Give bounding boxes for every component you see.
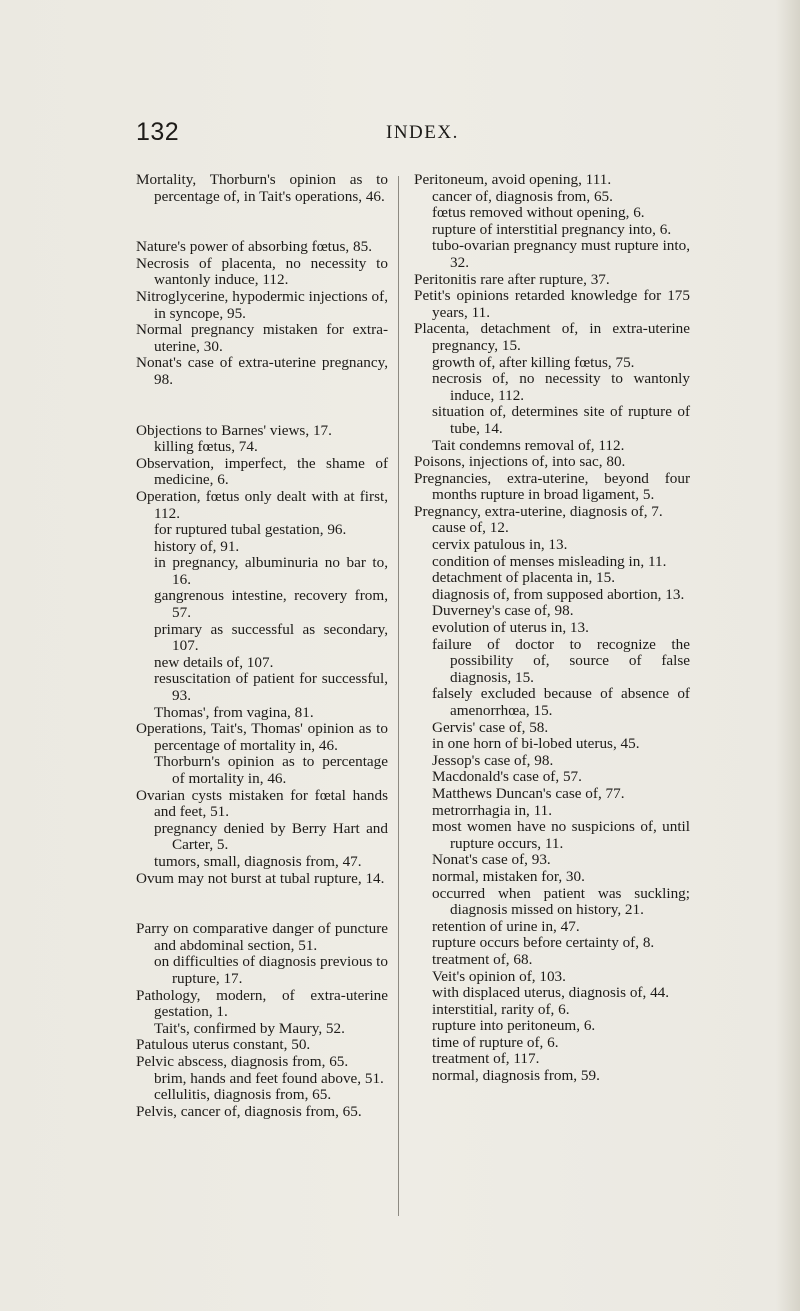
index-subentry: Matthews Duncan's case of, 77. [432,784,625,802]
index-subentry: normal, diagnosis from, 59. [432,1067,600,1085]
index-entry: Parry on comparative danger of puncture and abdominal section, 51. [136,920,388,954]
index-subentry: Nonat's case of, 93. [432,851,551,869]
index-subentry: Tait's, confirmed by Maury, 52. [154,1019,345,1037]
column-divider [398,176,399,1216]
index-subentry: growth of, after killing fœtus, 75. [432,353,635,371]
index-subentry: gangrenous intestine, recovery from, 57. [154,587,388,622]
index-entry: Operations, Tait's, Thomas' opinion as to percentage of mortality in, 46. [136,720,388,754]
index-subentry: cause of, 12. [432,519,509,537]
index-subentry: on difficulties of diagnosis previous to rupture, 17. [154,953,388,987]
index-subentry: diagnosis of, from supposed abortion, 13. [432,585,685,603]
index-subentry: retention of urine in, 47. [432,917,580,935]
index-subentry: Thomas', from vagina, 81. [154,703,314,721]
index-subentry: time of rupture of, 6. [432,1033,559,1051]
index-subentry: fœtus removed without opening, 6. [432,204,645,222]
index-subentry: cancer of, diagnosis from, 65. [432,187,613,205]
index-subentry: pregnancy denied by Berry Hart and Carter, 5. [154,819,388,854]
index-entry: Mortality, Thorburn's opinion as to percentage of, in Tait's operations, 46. [136,171,388,205]
index-entry: Pathology, modern, of extra-uterine gestation, 1. [136,986,388,1021]
index-entry: Operation, fœtus only dealt with at first, 112. [136,487,388,522]
index-entry: Necrosis of placenta, no necessity to wantonly induce, 112. [136,254,388,289]
index-subentry: most women have no suspicions of, until rupture occurs, 11. [432,818,690,852]
index-entry: Normal pregnancy mistaken for extra-uterine, 30. [136,321,388,355]
index-entry: Pelvis, cancer of, diagnosis from, 65. [136,1102,362,1120]
index-entry: Placenta, detachment of, in extra-uterine pregnancy, 15. [414,320,690,354]
index-subentry: in one horn of bi-lobed uterus, 45. [432,735,640,753]
index-letter-gap [136,389,388,423]
index-subentry: Macdonald's case of, 57. [432,768,582,786]
index-subentry: Veit's opinion of, 103. [432,967,566,985]
index-subentry: treatment of, 68. [432,950,533,968]
index-subentry: killing fœtus, 74. [154,438,258,456]
index-subentry: normal, mistaken for, 30. [432,867,585,885]
page-number: 132 [136,118,180,146]
index-column-right [414,172,690,1085]
index-subentry: condition of menses misleading in, 11. [432,552,667,570]
index-letter-gap [136,205,388,239]
index-entry: Objections to Barnes' views, 17. [136,421,332,439]
index-entry: Pelvic abscess, diagnosis from, 65. [136,1052,349,1070]
index-entry: Ovarian cysts mistaken for fœtal hands and feet, 51. [136,786,388,821]
index-entry: Pregnancy, extra-uterine, diagnosis of, 7. [414,502,663,520]
index-entry: Petit's opinions retarded knowledge for 175 years, 11. [414,287,690,321]
index-letter-gap [136,887,388,921]
index-subentry: Gervis' case of, 58. [432,718,549,736]
index-entry: Peritonitis rare after rupture, 37. [414,270,610,288]
index-subentry: rupture occurs before certainty of, 8. [432,934,655,952]
index-subentry: in pregnancy, albuminuria no bar to, 16. [154,554,388,588]
index-subentry: tubo-ovarian pregnancy must rupture into, 32. [432,237,690,271]
index-entry: Observation, imperfect, the shame of medicine, 6. [136,454,388,489]
page-header [136,118,736,158]
index-subentry: cervix patulous in, 13. [432,536,568,554]
index-subentry: Jessop's case of, 98. [432,751,554,769]
index-subentry: rupture into peritoneum, 6. [432,1017,596,1035]
index-subentry: cellulitis, diagnosis from, 65. [154,1086,332,1104]
index-subentry: necrosis of, no necessity to wantonly induce, 112. [432,370,690,404]
index-entry: Poisons, injections of, into sac, 80. [414,453,626,471]
index-subentry: detachment of placenta in, 15. [432,569,616,587]
index-subentry: falsely excluded because of absence of amenorrhœa, 15. [432,685,690,719]
index-subentry: new details of, 107. [154,653,274,671]
index-entry: Nitroglycerine, hypodermic injections of, in syncope, 95. [136,287,388,322]
index-subentry: tumors, small, diagnosis from, 47. [154,852,362,870]
index-subentry: occurred when patient was suckling; diagnosis missed on history, 21. [432,884,690,919]
index-subentry: interstitial, rarity of, 6. [432,1000,570,1018]
index-entry: Nature's power of absorbing fœtus, 85. [136,238,372,256]
index-entry: Pregnancies, extra-uterine, beyond four months rupture in broad ligament, 5. [414,469,690,504]
index-subentry: resuscitation of patient for successful, 93. [154,670,388,705]
index-subentry: history of, 91. [154,537,240,555]
index-subentry: with displaced uterus, diagnosis of, 44. [432,984,670,1002]
index-subentry: Duverney's case of, 98. [432,602,574,620]
index-subentry: brim, hands and feet found above, 51. [154,1069,384,1087]
index-entry: Ovum may not burst at tubal rupture, 14. [136,869,385,887]
index-subentry: Tait condemns removal of, 112. [432,436,625,454]
index-subentry: primary as successful as secondary, 107. [154,620,388,655]
running-title: INDEX. [386,122,459,143]
index-entry: Patulous uterus constant, 50. [136,1036,311,1054]
index-column-left [136,172,388,1120]
index-subentry: evolution of uterus in, 13. [432,619,589,637]
index-entry: Nonat's case of extra-uterine pregnancy, 98. [136,354,388,388]
index-subentry: metrorrhagia in, 11. [432,801,553,819]
index-subentry: failure of doctor to recognize the possibility of, source of false diagnosis, 15. [432,635,690,686]
index-entry: Peritoneum, avoid opening, 111. [414,171,612,188]
index-subentry: treatment of, 117. [432,1050,540,1068]
index-subentry: Thorburn's opinion as to percentage of mortality in, 46. [154,753,388,787]
index-subentry: for ruptured tubal gestation, 96. [154,521,347,539]
index-subentry: rupture of interstitial pregnancy into, 6. [432,220,672,238]
index-subentry: situation of, determines site of rupture of tube, 14. [432,403,690,437]
